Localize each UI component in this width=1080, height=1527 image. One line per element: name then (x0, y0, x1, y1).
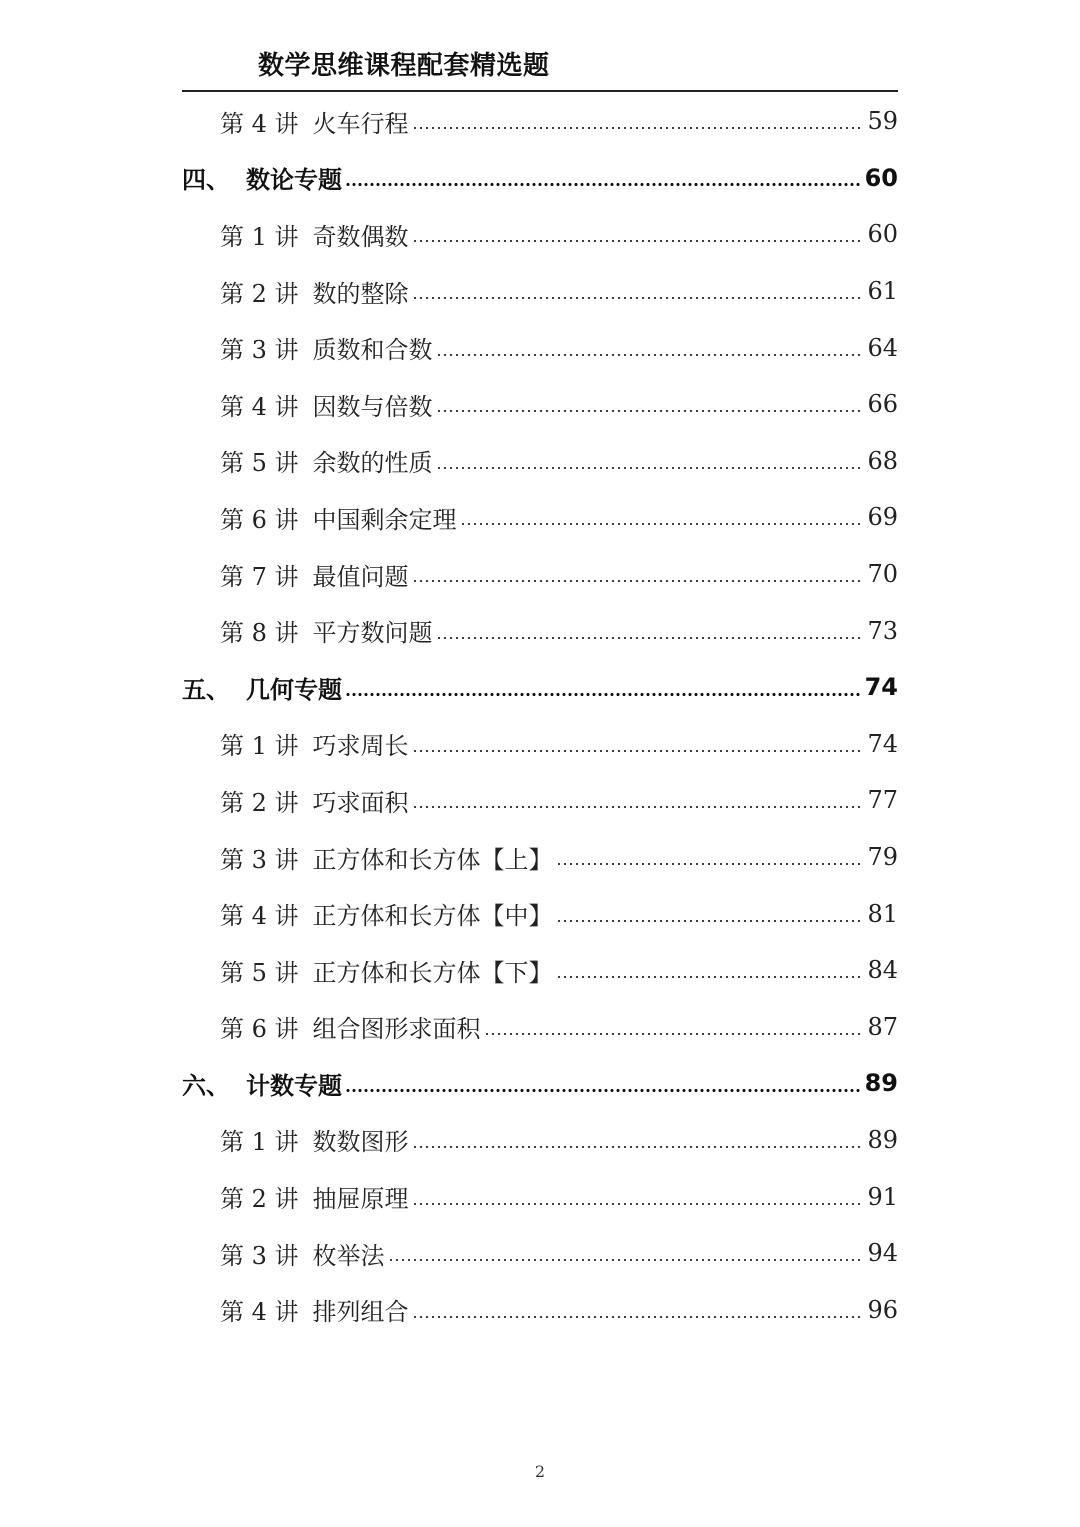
dot-leader (412, 297, 865, 299)
table-of-contents (182, 93, 898, 1338)
dot-leader (556, 920, 865, 922)
toc-lecture-entry[interactable] (182, 942, 898, 999)
toc-lecture-entry[interactable] (182, 433, 898, 490)
toc-lecture-entry[interactable] (182, 1168, 898, 1225)
lecture-title: 余数的性质 (312, 449, 433, 478)
dot-leader (412, 1316, 865, 1318)
lecture-number: 第 6 讲 (220, 505, 299, 534)
lecture-title: 抽屉原理 (312, 1185, 409, 1214)
toc-page-number: 68 (867, 446, 898, 475)
lecture-title: 枚举法 (312, 1241, 385, 1270)
lecture-number: 第 4 讲 (220, 1298, 299, 1327)
lecture-title: 巧求周长 (312, 732, 409, 761)
toc-lecture-entry[interactable] (182, 263, 898, 320)
toc-lecture-entry[interactable] (182, 489, 898, 546)
toc-page-number: 84 (867, 956, 898, 985)
toc-section-entry[interactable] (182, 150, 898, 207)
toc-page-number: 81 (867, 899, 898, 928)
toc-lecture-entry[interactable] (182, 206, 898, 263)
lecture-number: 第 4 讲 (220, 902, 299, 931)
lecture-number: 第 2 讲 (220, 279, 299, 308)
toc-lecture-entry[interactable] (182, 546, 898, 603)
page-number: 2 (534, 1462, 546, 1481)
toc-lecture-entry[interactable] (182, 376, 898, 433)
section-number: 四、 (182, 166, 230, 195)
lecture-title: 巧求面积 (312, 788, 409, 817)
lecture-title: 正方体和长方体【上】 (312, 845, 553, 874)
toc-page-number: 89 (867, 1125, 898, 1154)
lecture-number: 第 4 讲 (220, 392, 299, 421)
toc-lecture-entry[interactable] (182, 716, 898, 773)
lecture-title: 火车行程 (312, 109, 409, 138)
lecture-number: 第 7 讲 (220, 562, 299, 591)
dot-leader (436, 410, 865, 412)
dot-leader (556, 976, 865, 978)
toc-section-entry[interactable] (182, 1055, 898, 1112)
dot-leader (484, 1033, 865, 1035)
lecture-title: 数数图形 (312, 1128, 409, 1157)
lecture-number: 第 3 讲 (220, 845, 299, 874)
lecture-number: 第 4 讲 (220, 109, 299, 138)
dot-leader (412, 580, 865, 582)
dot-leader (412, 240, 865, 242)
lecture-title: 质数和合数 (312, 336, 433, 365)
lecture-title: 组合图形求面积 (312, 1015, 481, 1044)
toc-page-number: 70 (867, 560, 898, 589)
lecture-number: 第 3 讲 (220, 1241, 299, 1270)
toc-page-number: 61 (867, 277, 898, 306)
dot-leader (436, 637, 865, 639)
document-header-title: 数学思维课程配套精选题 (258, 51, 550, 81)
lecture-number: 第 6 讲 (220, 1015, 299, 1044)
toc-lecture-entry[interactable] (182, 829, 898, 886)
dot-leader (412, 806, 865, 808)
header-divider (182, 90, 898, 92)
lecture-number: 第 1 讲 (220, 1128, 299, 1157)
toc-lecture-entry[interactable] (182, 93, 898, 150)
section-title: 数论专题 (246, 166, 342, 195)
toc-page-number: 60 (864, 163, 898, 192)
lecture-title: 最值问题 (312, 562, 409, 591)
toc-page-number: 91 (867, 1182, 898, 1211)
toc-page-number: 96 (867, 1295, 898, 1324)
dot-leader (436, 467, 865, 469)
section-number: 六、 (182, 1071, 230, 1100)
dot-leader (412, 127, 865, 129)
toc-page-number: 94 (867, 1239, 898, 1268)
toc-page-number: 74 (867, 729, 898, 758)
dot-leader (412, 1203, 865, 1205)
lecture-number: 第 3 讲 (220, 336, 299, 365)
toc-page-number: 73 (867, 616, 898, 645)
toc-lecture-entry[interactable] (182, 319, 898, 376)
lecture-title: 中国剩余定理 (312, 505, 457, 534)
lecture-title: 正方体和长方体【下】 (312, 958, 553, 987)
dot-leader (460, 523, 865, 525)
dot-leader (412, 750, 865, 752)
lecture-title: 平方数问题 (312, 619, 433, 648)
lecture-title: 排列组合 (312, 1298, 409, 1327)
lecture-number: 第 5 讲 (220, 449, 299, 478)
dot-leader (345, 693, 862, 696)
section-title: 几何专题 (246, 675, 342, 704)
lecture-title: 正方体和长方体【中】 (312, 902, 553, 931)
toc-lecture-entry[interactable] (182, 885, 898, 942)
lecture-number: 第 1 讲 (220, 222, 299, 251)
dot-leader (436, 354, 865, 356)
toc-page-number: 74 (864, 673, 898, 702)
toc-lecture-entry[interactable] (182, 1281, 898, 1338)
lecture-number: 第 1 讲 (220, 732, 299, 761)
dot-leader (412, 1146, 865, 1148)
dot-leader (388, 1259, 865, 1261)
lecture-number: 第 2 讲 (220, 788, 299, 817)
toc-lecture-entry[interactable] (182, 602, 898, 659)
dot-leader (345, 1089, 862, 1092)
lecture-number: 第 5 讲 (220, 958, 299, 987)
lecture-number: 第 8 讲 (220, 619, 299, 648)
toc-lecture-entry[interactable] (182, 999, 898, 1056)
toc-page-number: 89 (864, 1069, 898, 1098)
toc-page-number: 79 (867, 843, 898, 872)
toc-page-number: 66 (867, 390, 898, 419)
lecture-title: 奇数偶数 (312, 222, 409, 251)
toc-section-entry[interactable] (182, 659, 898, 716)
dot-leader (556, 863, 865, 865)
toc-lecture-entry[interactable] (182, 1225, 898, 1282)
section-title: 计数专题 (246, 1071, 342, 1100)
toc-page-number: 87 (867, 1012, 898, 1041)
toc-page-number: 69 (867, 503, 898, 532)
toc-page-number: 60 (867, 220, 898, 249)
lecture-title: 因数与倍数 (312, 392, 433, 421)
lecture-title: 数的整除 (312, 279, 409, 308)
lecture-number: 第 2 讲 (220, 1185, 299, 1214)
toc-page-number: 77 (867, 786, 898, 815)
section-number: 五、 (182, 675, 230, 704)
toc-page-number: 59 (867, 107, 898, 136)
toc-page-number: 64 (867, 333, 898, 362)
toc-lecture-entry[interactable] (182, 772, 898, 829)
dot-leader (345, 183, 862, 186)
toc-lecture-entry[interactable] (182, 1112, 898, 1169)
